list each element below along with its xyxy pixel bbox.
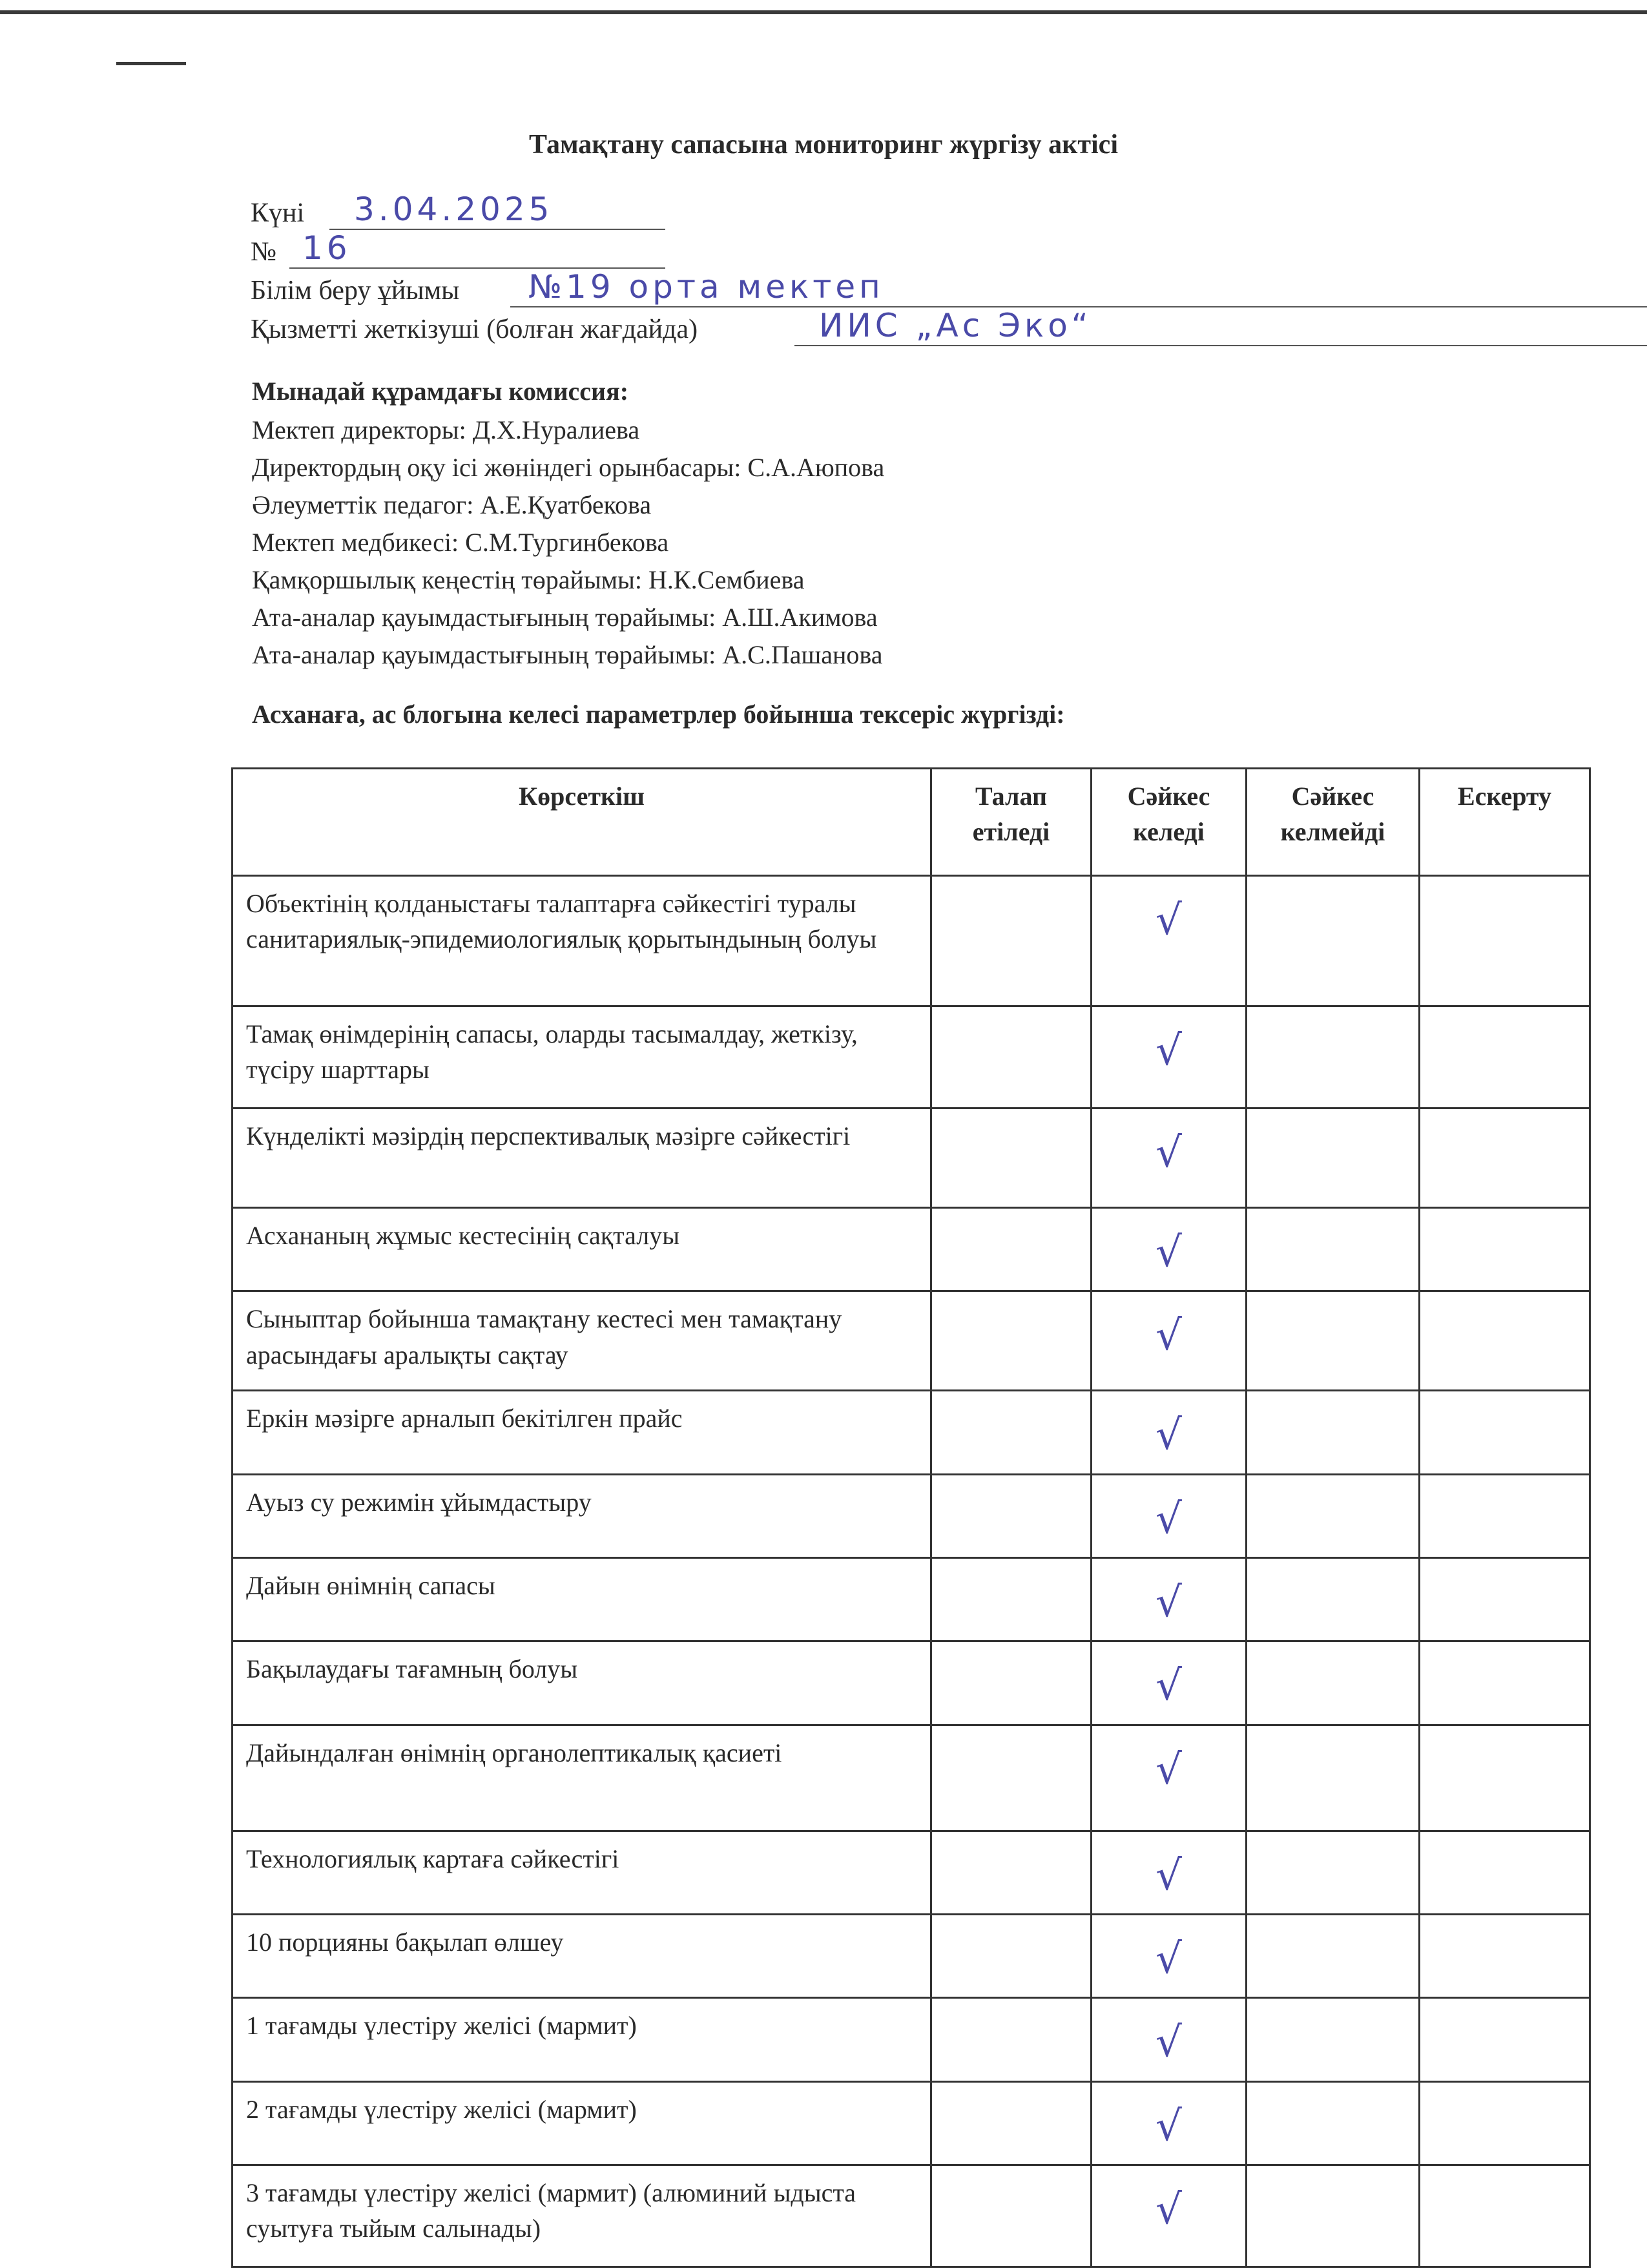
- not-complies-cell: [1247, 1998, 1420, 2081]
- indicator-cell: Асхананың жұмыс кестесінің сақталуы: [233, 1208, 931, 1291]
- table-row: [233, 1998, 1590, 2081]
- required-cell: [931, 1725, 1092, 1831]
- check-mark-icon: √: [1155, 2102, 1182, 2150]
- supplier-value: ИИС „Ас Эко“: [819, 307, 1092, 344]
- not-complies-cell: [1247, 876, 1420, 1006]
- complies-cell: [1092, 1208, 1247, 1291]
- note-cell: [1420, 876, 1590, 1006]
- note-cell: [1420, 1474, 1590, 1557]
- check-mark-icon: √: [1155, 1578, 1182, 1627]
- table-header-row: [233, 769, 1590, 876]
- table-row: [233, 1291, 1590, 1391]
- complies-cell: [1092, 1725, 1247, 1831]
- supplier-label: Қызметті жеткізуші (болған жағдайда): [251, 315, 698, 344]
- required-cell: [931, 1831, 1092, 1914]
- check-mark-icon: √: [1155, 1129, 1182, 1177]
- not-complies-cell: [1247, 1208, 1420, 1291]
- note-cell: [1420, 1831, 1590, 1914]
- not-complies-cell: [1247, 1108, 1420, 1208]
- table-row: [233, 2165, 1590, 2267]
- not-complies-cell: [1247, 1391, 1420, 1474]
- indicator-cell: Күнделікті мәзірдің перспективалық мәзірге сәйкестігі: [233, 1108, 931, 1208]
- required-cell: [931, 2081, 1092, 2165]
- number-row: [251, 229, 351, 271]
- date-row: [251, 191, 554, 233]
- supplier-row: [251, 307, 1092, 349]
- required-cell: [931, 1391, 1092, 1474]
- note-cell: [1420, 1006, 1590, 1108]
- not-complies-cell: [1247, 1474, 1420, 1557]
- check-mark-icon: √: [1155, 1229, 1182, 1276]
- required-cell: [931, 1006, 1092, 1108]
- not-complies-cell: [1247, 1557, 1420, 1641]
- complies-cell: [1092, 1291, 1247, 1391]
- required-cell: [931, 1108, 1092, 1208]
- complies-cell: [1092, 1914, 1247, 1997]
- note-cell: [1420, 2165, 1590, 2267]
- commission-member: Қамқоршылық кеңестің төрайымы: Н.К.Сембиева: [252, 565, 805, 594]
- table-row: [233, 876, 1590, 1006]
- note-cell: [1420, 1725, 1590, 1831]
- note-cell: [1420, 1391, 1590, 1474]
- date-underline: [329, 229, 665, 230]
- date-label: Күні: [251, 198, 305, 228]
- required-cell: [931, 1474, 1092, 1557]
- commission-member: Әлеуметтік педагог: А.Е.Қуатбекова: [252, 490, 652, 519]
- org-label: Білім беру ұйымы: [251, 276, 460, 306]
- indicator-cell: Еркін мәзірге арналып бекітілген прайс: [233, 1391, 931, 1474]
- table-row: [233, 1006, 1590, 1108]
- complies-cell: [1092, 1391, 1247, 1474]
- note-cell: [1420, 1208, 1590, 1291]
- note-cell: [1420, 1998, 1590, 2081]
- check-mark-icon: √: [1155, 1662, 1182, 1711]
- inspection-heading: Асханаға, ас блогына келесі параметрлер бойынша тексеріс жүргізді:: [252, 700, 1065, 729]
- indicator-cell: Дайындалған өнімнің органолептикалық қасиеті: [233, 1725, 931, 1831]
- not-complies-cell: [1247, 1831, 1420, 1914]
- org-row: [251, 268, 884, 310]
- required-cell: [931, 2165, 1092, 2267]
- not-complies-cell: [1247, 1291, 1420, 1391]
- required-cell: [931, 1208, 1092, 1291]
- table-row: [233, 1474, 1590, 1557]
- table-row: [233, 1914, 1590, 1997]
- not-complies-cell: [1247, 1914, 1420, 1997]
- commission-member: Мектеп медбикесі: С.М.Тургинбекова: [252, 528, 669, 557]
- required-cell: [931, 1641, 1092, 1725]
- indicator-cell: 2 тағамды үлестіру желісі (мармит): [233, 2081, 931, 2165]
- indicator-cell: 10 порцияны бақылап өлшеу: [233, 1914, 931, 1997]
- check-mark-icon: √: [1155, 1745, 1182, 1794]
- commission-member: Ата-аналар қауымдастығының төрайымы: А.С.Пашанова: [252, 640, 883, 669]
- check-mark-icon: √: [1155, 1851, 1182, 1900]
- indicator-cell: Дайын өнімнің сапасы: [233, 1557, 931, 1641]
- complies-cell: [1092, 1108, 1247, 1208]
- required-cell: [931, 1998, 1092, 2081]
- note-cell: [1420, 2081, 1590, 2165]
- table-row: [233, 1391, 1590, 1474]
- check-mark-icon: √: [1155, 1411, 1182, 1460]
- note-cell: [1420, 1914, 1590, 1997]
- complies-cell: [1092, 1006, 1247, 1108]
- check-mark-icon: √: [1155, 2019, 1182, 2067]
- table-row: [233, 1641, 1590, 1725]
- header-not-complies: Сәйкес келмейді: [1247, 769, 1420, 876]
- check-mark-icon: √: [1155, 1312, 1182, 1360]
- indicator-cell: Технологиялық картаға сәйкестігі: [233, 1831, 931, 1914]
- commission-member: Ата-аналар қауымдастығының төрайымы: А.Ш.Акимова: [252, 603, 878, 632]
- inspection-table: [231, 767, 1591, 2268]
- note-cell: [1420, 1557, 1590, 1641]
- complies-cell: [1092, 2165, 1247, 2267]
- complies-cell: [1092, 2081, 1247, 2165]
- indicator-cell: Ауыз су режимін ұйымдастыру: [233, 1474, 931, 1557]
- table-row: [233, 1208, 1590, 1291]
- date-value: 3.04.2025: [354, 191, 554, 228]
- indicator-cell: 3 тағамды үлестіру желісі (мармит) (алюминий ыдыста суытуға тыйым салынады): [233, 2165, 931, 2267]
- complies-cell: [1092, 1998, 1247, 2081]
- note-cell: [1420, 1641, 1590, 1725]
- org-value: №19 орта мектеп: [528, 268, 884, 306]
- header-note: Ескерту: [1420, 769, 1590, 876]
- commission-member: Директордың оқу ісі жөніндегі орынбасары: С.А.Аюпова: [252, 453, 885, 482]
- indicator-cell: Объектінің қолданыстағы талаптарға сәйкестігі туралы санитариялық-эпидемиологиялық қорытындының болуы: [233, 876, 931, 1006]
- not-complies-cell: [1247, 2165, 1420, 2267]
- complies-cell: [1092, 876, 1247, 1006]
- note-cell: [1420, 1108, 1590, 1208]
- indicator-cell: Сыныптар бойынша тамақтану кестесі мен тамақтану арасындағы аралықты сақтау: [233, 1291, 931, 1391]
- not-complies-cell: [1247, 1006, 1420, 1108]
- commission-member: Мектеп директоры: Д.Х.Нуралиева: [252, 415, 640, 444]
- header-required: Талап етіледі: [931, 769, 1092, 876]
- indicator-cell: Бақылаудағы тағамның болуы: [233, 1641, 931, 1725]
- required-cell: [931, 1557, 1092, 1641]
- table-row: [233, 1725, 1590, 1831]
- required-cell: [931, 876, 1092, 1006]
- complies-cell: [1092, 1831, 1247, 1914]
- complies-cell: [1092, 1557, 1247, 1641]
- note-cell: [1420, 1291, 1590, 1391]
- not-complies-cell: [1247, 1725, 1420, 1831]
- not-complies-cell: [1247, 1641, 1420, 1725]
- check-mark-icon: √: [1155, 1935, 1182, 1983]
- document-title: Тамақтану сапасына мониторинг жүргізу актісі: [529, 130, 1118, 160]
- table-row: [233, 1831, 1590, 1914]
- indicator-cell: Тамақ өнімдерінің сапасы, оларды тасымалдау, жеткізу, түсіру шарттары: [233, 1006, 931, 1108]
- number-value: 16: [302, 229, 351, 267]
- number-label: №: [251, 237, 277, 267]
- scan-top-border: [0, 10, 1647, 14]
- indicator-cell: 1 тағамды үлестіру желісі (мармит): [233, 1998, 931, 2081]
- check-mark-icon: √: [1155, 1495, 1182, 1543]
- table-row: [233, 1108, 1590, 1208]
- table-row: [233, 1557, 1590, 1641]
- required-cell: [931, 1291, 1092, 1391]
- not-complies-cell: [1247, 2081, 1420, 2165]
- complies-cell: [1092, 1474, 1247, 1557]
- supplier-underline: [794, 345, 1647, 346]
- complies-cell: [1092, 1641, 1247, 1725]
- check-mark-icon: √: [1155, 897, 1182, 944]
- check-mark-icon: √: [1155, 2185, 1182, 2234]
- header-complies: Сәйкес келеді: [1092, 769, 1247, 876]
- commission-heading: Мынадай құрамдағы комиссия:: [252, 377, 629, 406]
- header-indicator: Көрсеткіш: [233, 769, 931, 876]
- required-cell: [931, 1914, 1092, 1997]
- check-mark-icon: √: [1155, 1027, 1182, 1075]
- table-row: [233, 2081, 1590, 2165]
- corner-dash: [116, 62, 186, 65]
